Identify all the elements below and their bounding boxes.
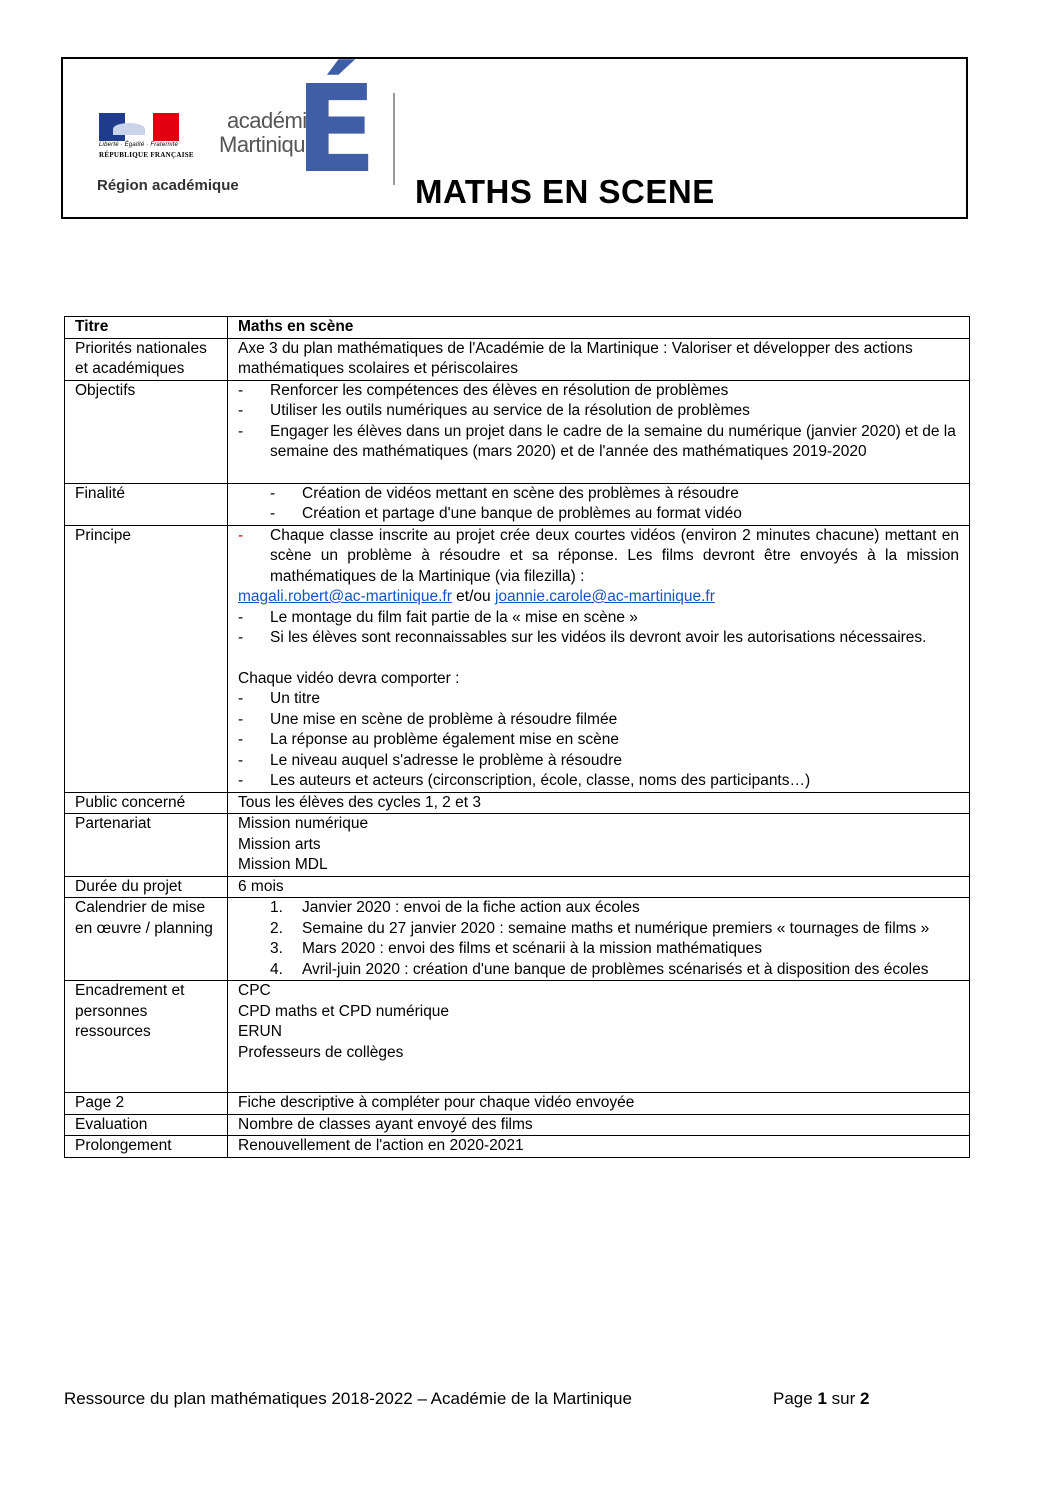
objectifs-list [238,381,959,463]
list-item: - Un titre [238,689,959,710]
row-label: Principe [65,525,228,792]
resource-line: Professeurs de collèges [238,1043,404,1061]
row-value: Fiche descriptive à compléter pour chaque vidéo envoyée [228,1093,970,1115]
list-item: 3. Mars 2020 : envoi des films et scénarii à la mission mathématiques [270,940,763,957]
table-row-calendrier [65,898,970,981]
email-link-1[interactable]: magali.robert@ac-martinique.fr [238,588,452,605]
resource-line: CPC [238,982,271,999]
list-item: - Engager les élèves dans un projet dans le cadre de la semaine du numérique (janvier 2020) et de la semaine des mathématiques (mars 2020) et de l'année des mathématiques 2019-2020 [238,422,959,463]
republique-francaise: RÉPUBLIQUE FRANÇAISE [99,151,194,159]
list-item: - Renforcer les compétences des élèves en résolution de problèmes [238,381,959,402]
academie-line2: Martinique [219,132,317,157]
principe-list [238,526,959,588]
list-item: - Une mise en scène de problème à résoudre filmée [238,710,959,731]
partner-line: Mission numérique [238,815,369,832]
table-row-prolongement [65,1136,970,1158]
row-value [228,981,970,1093]
row-label: Public concerné [65,792,228,814]
email-separator: et/ou [451,588,495,605]
row-label: Calendrier de mise en œuvre / planning [65,898,228,981]
list-item: - Utiliser les outils numériques au service de la résolution de problèmes [238,401,959,422]
action-sheet-table [64,316,970,1158]
table-row-principe [65,525,970,792]
list-item: - Création et partage d'une banque de problèmes au format vidéo [238,504,959,525]
header-divider [393,93,395,185]
list-item: - La réponse au problème également mise en scène [238,730,959,751]
email-link-2[interactable]: joannie.carole@ac-martinique.fr [494,588,715,605]
list-item: - Chaque classe inscrite au projet crée deux courtes vidéos (environ 2 minutes chacune) mettant en scène un problème à résoudre et sa réponse. Les films devront être envoyés à la mission mathématiques de la Martinique (via filezilla) : [238,526,959,588]
row-label: Partenariat [65,814,228,877]
table-row-objectifs [65,380,970,483]
row-label: Prolongement [65,1136,228,1158]
row-value: 6 mois [228,876,970,898]
row-label: Objectifs [65,380,228,483]
row-label: Evaluation [65,1114,228,1136]
row-value [228,483,970,525]
resource-line: ERUN [238,1023,282,1040]
row-value: Maths en scène [228,317,970,339]
academie-e-logo: É [295,61,377,200]
row-value [228,898,970,981]
video-requirements-list [238,689,959,792]
partner-line: Mission arts [238,835,321,853]
list-item: - Le montage du film fait partie de la « mise en scène » [238,608,959,629]
partner-line: Mission MDL [238,856,328,873]
row-value: Axe 3 du plan mathématiques de l'Académie de la Martinique : Valoriser et développer des actions mathématiques scolaires et périscolaires [228,338,970,380]
list-item: 4. Avril-juin 2020 : création d'une banque de problèmes scénarisés et à disposition des écoles [270,960,929,978]
list-item: 2. Semaine du 27 janvier 2020 : semaine maths et numérique premiers « tournages de films » [270,919,930,937]
row-value [228,525,970,792]
row-value: Renouvellement de l'action en 2020-2021 [228,1136,970,1158]
row-label: Durée du projet [65,876,228,898]
region-label: Région académique [97,177,239,194]
republic-motto: Liberté · Égalité · Fraternité [99,142,179,148]
email-line [238,587,959,608]
table-row-page2 [65,1093,970,1115]
row-value [228,814,970,877]
list-item: - Les auteurs et acteurs (circonscription, école, classe, noms des participants…) [238,771,959,792]
table-row-duree [65,876,970,898]
list-item: - Le niveau auquel s'adresse le problème à résoudre [238,751,959,772]
table-row-evaluation [65,1114,970,1136]
calendar-list [238,898,959,980]
row-value: Tous les élèves des cycles 1, 2 et 3 [228,792,970,814]
table-row-encadrement [65,981,970,1093]
document-title: MATHS EN SCENE [415,173,715,210]
list-item: - Création de vidéos mettant en scène des problèmes à résoudre [238,484,959,505]
table-row-partenariat [65,814,970,877]
row-value [228,380,970,483]
footer-source: Ressource du plan mathématiques 2018-2022 – Académie de la Martinique [64,1389,632,1408]
video-requirements-intro: Chaque vidéo devra comporter : [238,669,460,687]
principe-list-2 [238,608,959,649]
finalite-list [238,484,959,525]
row-label: Page 2 [65,1093,228,1115]
list-item: - Si les élèves sont reconnaissables sur les vidéos ils devront avoir les autorisations nécessaires. [238,628,959,649]
page-number: Page 1 sur 2 [773,1389,870,1408]
row-label: Titre [65,317,228,339]
table-row-public [65,792,970,814]
table-row-priorites [65,338,970,380]
table-row-finalite [65,483,970,525]
row-label: Finalité [65,483,228,525]
list-item: 1. Janvier 2020 : envoi de la fiche action aux écoles [270,899,640,916]
row-label: Priorités nationales et académiques [65,338,228,380]
french-flag-logo [99,113,179,141]
marianne-icon [113,123,145,135]
resource-line: CPD maths et CPD numérique [238,1002,450,1020]
header-box [61,57,968,219]
table-row-titre [65,317,970,339]
row-value: Nombre de classes ayant envoyé des films [228,1114,970,1136]
row-label: Encadrement et personnes ressources [65,981,228,1093]
academie-line1: académie [227,108,319,133]
